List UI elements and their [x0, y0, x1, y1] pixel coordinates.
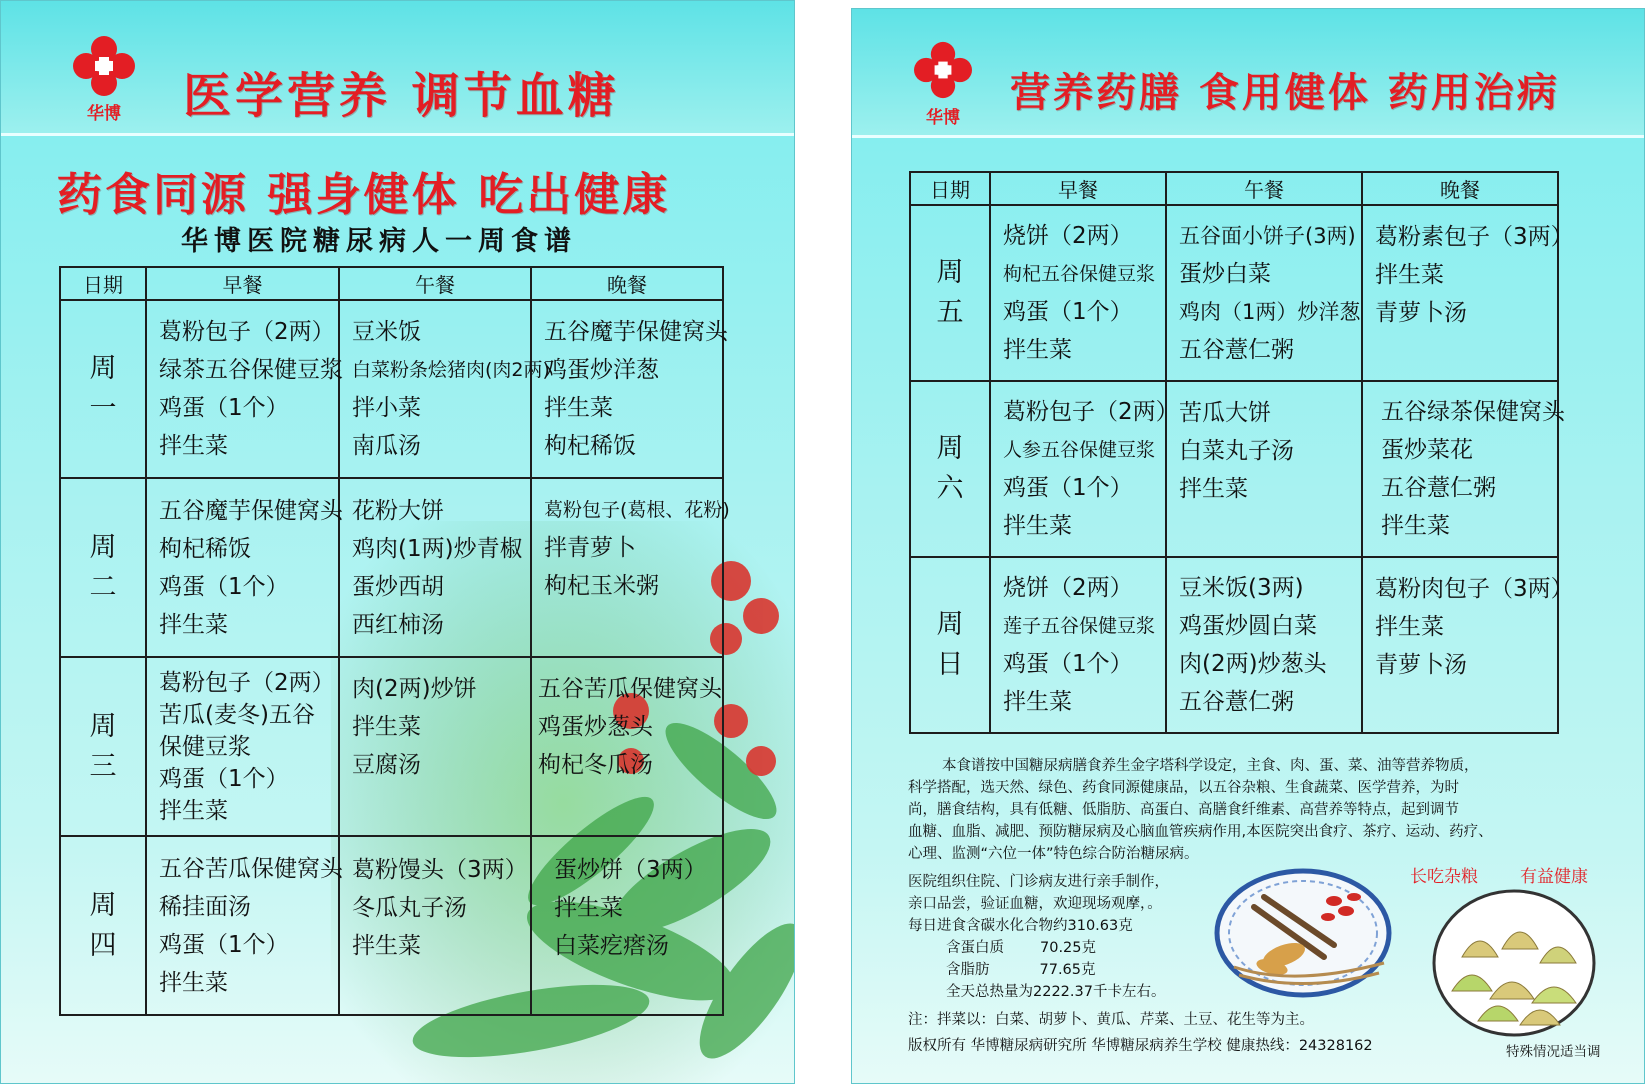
table-row: [60, 836, 723, 1015]
right-logo-text: 华博: [926, 108, 960, 128]
lunch-cell: 豆米饭(3两) 鸡蛋炒圆白菜 肉(2两)炒葱头 五谷薏仁粥: [1166, 557, 1362, 733]
hospital-lines: 医院组织住院、门诊病友进行亲手制作， 亲口品尝，验证血糖，欢迎现场观摩，。 每日进食含碳水化合物约310.63克 含蛋白质 70.25克 含脂肪 77.65克 全天总热量为2222.37千卡左右。: [908, 871, 1238, 1003]
header-lunch: 午餐: [1166, 172, 1362, 205]
intro-line: 科学搭配，选天然、绿色、药食同源健康品，以五谷杂粮、生食蔬菜、医学营养，为时: [908, 780, 1459, 796]
table-row: [910, 557, 1558, 733]
breakfast-cell: 五谷魔芋保健窝头 枸杞稀饭 鸡蛋（1个） 拌生菜: [146, 478, 339, 657]
breakfast-cell: 烧饼（2两） 莲子五谷保健豆浆 鸡蛋（1个） 拌生菜: [990, 557, 1166, 733]
header-dinner: 晚餐: [531, 267, 723, 300]
header-lunch: 午餐: [339, 267, 531, 300]
herb-dish-icon: [1214, 867, 1392, 999]
note-line: 注：拌菜以：白菜、胡萝卜、黄瓜、芹菜、土豆、花生等为主。: [908, 1012, 1314, 1028]
breakfast-cell: 五谷苦瓜保健窝头 稀挂面汤 鸡蛋（1个） 拌生菜: [146, 836, 339, 1015]
tag-grains: 长吃杂粮: [1410, 867, 1478, 887]
day-cell: 周 六: [910, 381, 990, 557]
header-dinner: 晚餐: [1362, 172, 1558, 205]
left-slogan: 医学营养 调节血糖: [183, 68, 620, 124]
table-row: [910, 205, 1558, 381]
day-cell: 周 二: [60, 478, 146, 657]
copyright-line: 版权所有 华博糖尿病研究所 华博糖尿病养生学校 健康热线：24328162: [908, 1038, 1373, 1054]
day-cell: 周 四: [60, 836, 146, 1015]
header-breakfast: 早餐: [146, 267, 339, 300]
table-row: [60, 478, 723, 657]
left-subtitle: 华博医院糖尿病人一周食谱: [181, 226, 577, 257]
day-cell: 周 一: [60, 300, 146, 478]
special-note: 特殊情况适当调: [1506, 1044, 1601, 1060]
lunch-cell: 葛粉馒头（3两） 冬瓜丸子汤 拌生菜: [339, 836, 531, 1015]
header-date: 日期: [910, 172, 990, 205]
calories-line: 全天总热量为2222.37千卡左右。: [946, 984, 1166, 1000]
table-row: [910, 381, 1558, 557]
intro-line: 尚，膳食结构，具有低糖、低脂肪、高蛋白、高膳食纤维素、高营养等特点，起到调节: [908, 802, 1459, 818]
day-cell: 周 五: [910, 205, 990, 381]
intro-line: 血糖、血脂、减肥、预防糖尿病及心脑血管疾病作用,本医院突出食疗、茶疗、运动、药疗、: [908, 824, 1493, 840]
right-logo: [912, 41, 974, 127]
right-slogan: 营养药膳 食用健体 药用治病: [1010, 69, 1560, 116]
protein-line: 含蛋白质 70.25克: [946, 940, 1097, 956]
left-logo-text: 华博: [87, 104, 121, 124]
dinner-cell: 蛋炒饼（3两） 拌生菜 白菜疙瘩汤: [531, 836, 723, 1015]
day-cell: 周 日: [910, 557, 990, 733]
left-logo: [71, 35, 137, 123]
breakfast-cell: 烧饼（2两） 枸杞五谷保健豆浆 鸡蛋（1个） 拌生菜: [990, 205, 1166, 381]
left-slogan2: 药食同源 强身健体 吃出健康: [57, 168, 671, 221]
day-cell: 周 三: [60, 657, 146, 836]
flower-cross-icon: [912, 41, 974, 99]
header-date: 日期: [60, 267, 146, 300]
daily-intake: 每日进食含碳水化合物约310.63克: [908, 918, 1133, 934]
dinner-cell: 葛粉素包子（3两） 拌生菜 青萝卜汤: [1362, 205, 1558, 381]
breakfast-cell: 葛粉包子（2两） 人参五谷保健豆浆 鸡蛋（1个） 拌生菜: [990, 381, 1166, 557]
tag-health: 有益健康: [1520, 867, 1588, 887]
right-menu-table: [909, 171, 1574, 734]
lunch-cell: 苦瓜大饼 白菜丸子汤 拌生菜: [1166, 381, 1362, 557]
header-breakfast: 早餐: [990, 172, 1166, 205]
right-poster: [851, 8, 1645, 1084]
dinner-cell: 五谷绿茶保健窝头 蛋炒菜花 五谷薏仁粥 拌生菜: [1362, 381, 1558, 557]
dinner-cell: 葛粉肉包子（3两） 拌生菜 青萝卜汤: [1362, 557, 1558, 733]
dinner-cell: 五谷魔芋保健窝头 鸡蛋炒洋葱 拌生菜 枸杞稀饭: [531, 300, 723, 478]
lunch-cell: 豆米饭 白菜粉条烩猪肉(肉2两) 拌小菜 南瓜汤: [339, 300, 531, 478]
fat-line: 含脂肪 77.65克: [946, 962, 1096, 978]
table-row: [60, 300, 723, 478]
left-poster: [0, 0, 795, 1084]
intro-line: 心理、监测“六位一体”特色综合防治糖尿病。: [908, 846, 1199, 862]
lunch-cell: 肉(2两)炒饼 拌生菜 豆腐汤: [339, 657, 531, 836]
dinner-cell: 葛粉包子(葛根、花粉) 拌青萝卜 枸杞玉米粥: [531, 478, 723, 657]
flower-cross-icon: [71, 35, 137, 97]
lunch-cell: 花粉大饼 鸡肉(1两)炒青椒 蛋炒西胡 西红柿汤: [339, 478, 531, 657]
dinner-cell: 五谷苦瓜保健窝头 鸡蛋炒葱头 枸杞冬瓜汤: [531, 657, 723, 836]
steamed-buns-icon: [1432, 887, 1597, 1037]
breakfast-cell: 葛粉包子（2两） 绿茶五谷保健豆浆 鸡蛋（1个） 拌生菜: [146, 300, 339, 478]
lunch-cell: 五谷面小饼子(3两) 蛋炒白菜 鸡肉（1两）炒洋葱 五谷薏仁粥: [1166, 205, 1362, 381]
left-menu-table: [59, 266, 730, 1016]
intro-line: 本食谱按中国糖尿病膳食养生金字塔科学设定，主食、肉、蛋、菜、油等营养物质，: [942, 758, 1479, 774]
table-row: [60, 657, 723, 836]
breakfast-cell: 葛粉包子（2两） 苦瓜(麦冬)五谷 保健豆浆 鸡蛋（1个） 拌生菜: [146, 657, 339, 836]
intro-paragraph: [908, 755, 1608, 865]
